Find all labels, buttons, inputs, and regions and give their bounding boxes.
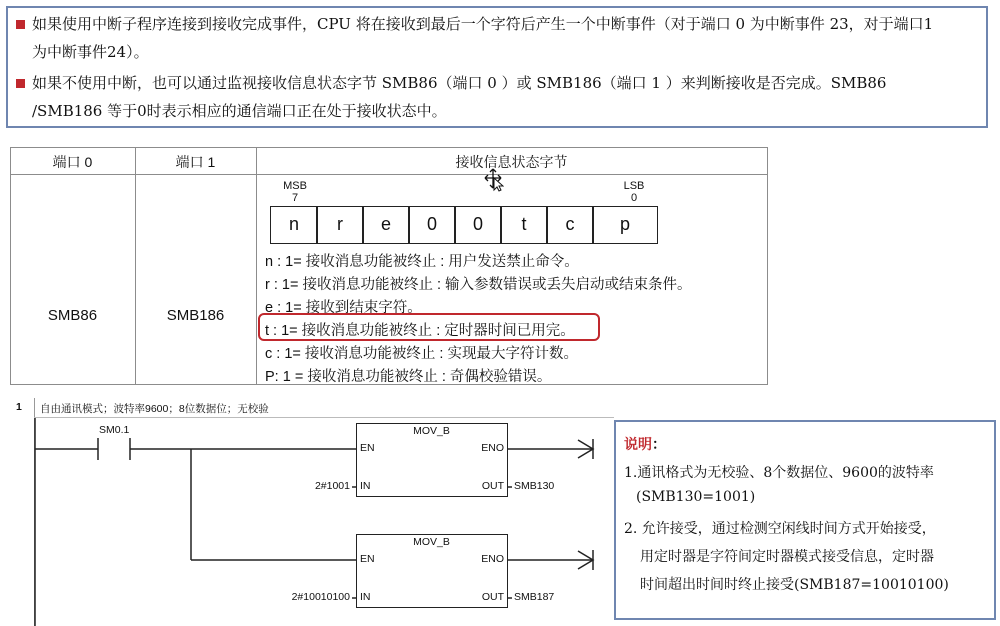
- bit-description: n : 1= 接收消息功能被终止 : 用户发送禁止命令。: [265, 254, 579, 270]
- cell-port-0: SMB86: [47, 307, 98, 324]
- bit-description: c : 1= 接收消息功能被终止 : 实现最大字符计数。: [265, 346, 578, 362]
- network-comment: 自由通讯模式；波特率9600；8位数据位；无校验: [40, 403, 269, 415]
- table-border-right: [767, 147, 768, 385]
- eno-pin: ENO: [481, 553, 504, 565]
- explanation-line: 2. 允许接受，通过检测空闲线时间方式开始接受，: [624, 521, 936, 537]
- explanation-title: [624, 434, 666, 454]
- in-value: 2#10010100: [291, 591, 350, 603]
- explanation-title-colon: ：: [652, 437, 666, 453]
- en-pin: EN: [360, 442, 375, 454]
- bit-1: c: [546, 206, 594, 244]
- mov-b-block: [356, 423, 508, 497]
- out-pin: OUT: [481, 480, 504, 492]
- msb-text: MSB: [283, 180, 307, 192]
- network-number: 1: [16, 401, 22, 413]
- lsb-label: [614, 180, 654, 204]
- bit-description: r : 1= 接收消息功能被终止 : 输入参数错误或丢失启动或结束条件。: [265, 277, 692, 293]
- note-1-line-1: 如果使用中断子程序连接到接收完成事件，CPU 将在接收到最后一个字符后产生一个中断事件（对于端口 0 为中断事件 23，对于端口1: [32, 15, 934, 33]
- note-2-line-1: 如果不使用中断，也可以通过监视接收信息状态字节 SMB86（端口 0 ）或 SMB186（端口 1 ）来判断接收是否完成。SMB86: [32, 74, 887, 92]
- bit-0: p: [592, 206, 658, 244]
- explanation-panel: [614, 420, 996, 620]
- in-pin: IN: [360, 591, 371, 603]
- bit-description: e : 1= 接收到结束字符。: [265, 300, 422, 316]
- note-1-line-2: 为中断事件24）。: [32, 43, 149, 61]
- header-status-byte: 接收信息状态字节: [455, 154, 568, 170]
- bit-3: 0: [454, 206, 502, 244]
- explanation-title-text: 说明: [624, 437, 652, 453]
- out-pin: OUT: [481, 591, 504, 603]
- explanation-line: 1.通讯格式为无校验、8个数据位、9600的波特率: [624, 465, 934, 481]
- en-pin: EN: [360, 553, 375, 565]
- eno-pin: ENO: [481, 442, 504, 454]
- explanation-line: 用定时器是字符间定时器模式接受信息，定时器: [640, 549, 934, 565]
- note-2-line-2: /SMB186 等于0时表示相应的通信端口正在处于接收状态中。: [32, 102, 447, 120]
- bit-4: 0: [408, 206, 456, 244]
- out-value: SMB130: [514, 480, 555, 492]
- header-port-0: 端口 0: [52, 154, 93, 170]
- in-value: 2#1001: [314, 480, 350, 492]
- bit-5: e: [362, 206, 410, 244]
- block-title: MOV_B: [413, 425, 450, 437]
- explanation-line: (SMB130=1001): [636, 489, 756, 505]
- out-value: SMB187: [514, 591, 555, 603]
- bit-6: r: [316, 206, 364, 244]
- header-port-1: 端口 1: [175, 154, 216, 170]
- lsb-text: LSB: [623, 180, 645, 192]
- bit-2: t: [500, 206, 548, 244]
- msb-bit: 7: [291, 192, 299, 204]
- cell-port-1: SMB186: [166, 307, 225, 324]
- bit-description: P: 1 = 接收消息功能被终止 : 奇偶校验错误。: [265, 369, 552, 385]
- explanation-line: 时间超出时间时终止接受(SMB187=10010100): [640, 577, 949, 593]
- in-pin: IN: [360, 480, 371, 492]
- block-title: MOV_B: [413, 536, 450, 548]
- contact-address: SM0.1: [99, 424, 130, 436]
- mov-b-block: [356, 534, 508, 608]
- bit-description-highlighted: t : 1= 接收消息功能被终止 : 定时器时间已用完。: [265, 323, 575, 339]
- bit-7: n: [270, 206, 318, 244]
- lsb-bit: 0: [630, 192, 638, 204]
